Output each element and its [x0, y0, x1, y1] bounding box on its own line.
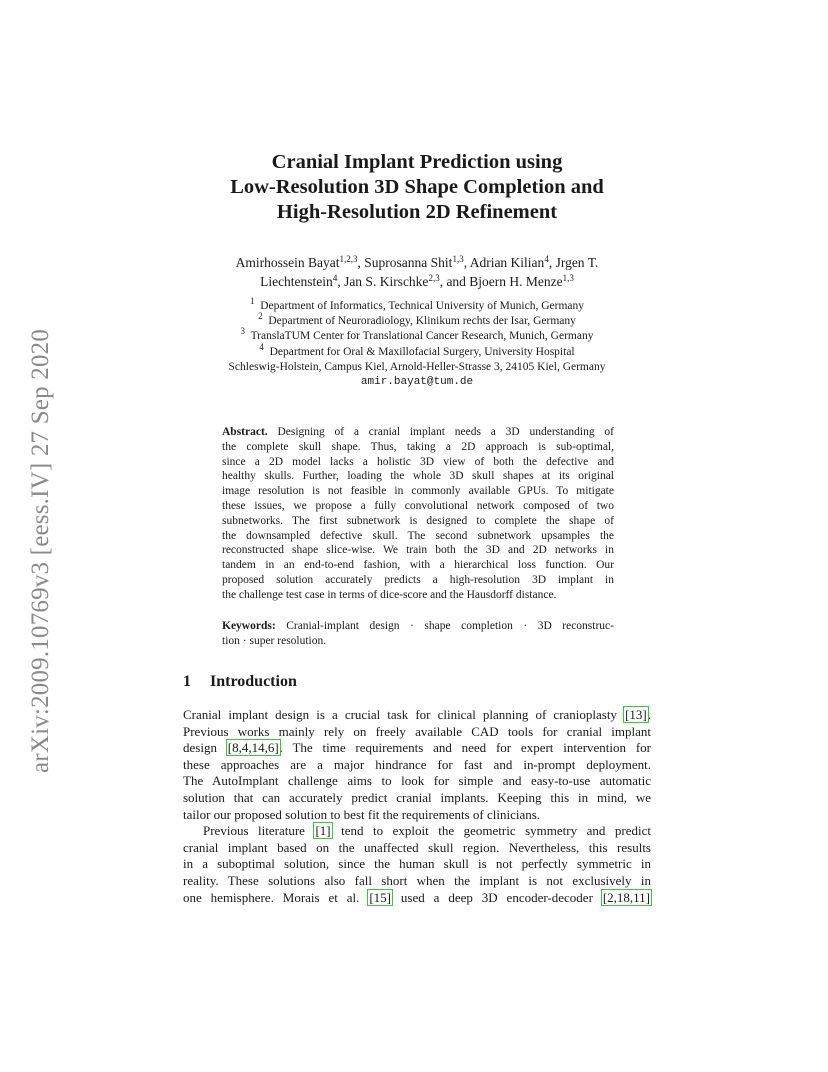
author-list — [190, 253, 644, 291]
body-line: tailor our proposed solution to best fit the requirements of clinicians. — [183, 806, 541, 822]
citation-link[interactable]: [1] — [315, 823, 331, 839]
abstract-line: since a 2D model lacks a holistic 3D view of both the defective and — [222, 455, 614, 468]
affiliations — [180, 296, 654, 390]
body-line: in a suboptimal solution, since the human skull is not perfectly symmetric in — [183, 856, 651, 872]
author-affil-sup: 1,3 — [562, 273, 574, 283]
author-affil-sup: 1,2,3 — [339, 254, 358, 264]
author-name: Amirhossein Bayat — [235, 255, 340, 270]
arxiv-identifier-stamp: arXiv:2009.10769v3 [eess.IV] 27 Sep 2020 — [27, 328, 54, 773]
abstract-label: Abstract. — [222, 426, 268, 438]
body-line: cranial implant based on the unaffected skull region. Nevertheless, this results — [183, 839, 651, 855]
author-affil-sup: 1,3 — [452, 254, 464, 264]
body-line: The AutoImplant challenge aims to look for simple and easy-to-use automatic — [183, 773, 651, 789]
affiliation-line: Schleswig-Holstein, Campus Kiel, Arnold-Heller-Strasse 3, 24105 Kiel, Germany — [228, 360, 606, 373]
abstract-line: proposed solution accurately predicts a high-resolution 3D implant in — [222, 573, 614, 586]
abstract-line: the downsampled defective skull. The second subnetwork upsamples the — [222, 529, 614, 542]
body-line: Previous literature [1] tend to exploit the geometric symmetry and predict — [203, 823, 651, 839]
title-line: Cranial Implant Prediction using — [271, 151, 563, 173]
citation-link[interactable]: [15] — [369, 889, 391, 905]
abstract-line: the complete skull shape. Thus, taking a 2D approach is sub-optimal, — [222, 440, 614, 453]
body-line: reality. These solutions also fall short when the implant is not exclusively in — [183, 872, 651, 888]
body-line: solution that can accurately predict cranial implants. Keeping this in mind, we — [183, 789, 651, 805]
body-line: Cranial implant design is a crucial task for clinical planning of cranioplasty [13]. — [183, 707, 651, 722]
author-name: , Jan S. Kirschke — [337, 274, 429, 289]
author-email: amir.bayat@tum.de — [360, 376, 474, 389]
abstract-line: image resolution is not feasible in commonly available GPUs. To mitigate — [222, 485, 614, 498]
keywords-label: Keywords: — [222, 620, 276, 632]
section-title: Introduction — [210, 673, 297, 690]
keywords-line: tion · super resolution. — [222, 634, 327, 647]
abstract-line: these issues, we propose a fully convolutional network composed of two — [222, 499, 614, 512]
author-name: , Adrian Kilian — [463, 255, 545, 270]
keywords — [222, 619, 614, 649]
author-name: Liechtenstein — [260, 274, 333, 289]
citation-link[interactable]: [8,4,14,6] — [227, 740, 279, 756]
title-line: High-Resolution 2D Refinement — [276, 201, 558, 223]
body-text — [183, 707, 651, 906]
affiliation-line: $^2$ Department of Neuroradiology, Klinikum rechts der Isar, Germany — [258, 311, 576, 328]
affiliation-line: $^1$ Department of Informatics, Technical University of Munich, Germany — [249, 296, 584, 312]
section-heading — [183, 673, 297, 691]
abstract-line: the challenge test case in terms of dice-score and the Hausdorff distance. — [222, 588, 557, 601]
author-affil-sup: 4 — [544, 254, 549, 264]
abstract — [222, 425, 614, 603]
author-affil-sup: 2,3 — [428, 273, 440, 283]
abstract-line: healthy skulls. Further, loading the whole 3D skull shapes at its original — [222, 470, 614, 483]
abstract-line: Abstract. Designing of a cranial implant needs a 3D understanding of — [222, 426, 614, 438]
body-line: Previous works mainly rely on freely available CAD tools for cranial implant — [183, 723, 651, 739]
citation-link[interactable]: [13] — [625, 707, 647, 722]
keywords-line: Keywords: Cranial-implant design · shape completion · 3D reconstruc- — [222, 620, 614, 632]
author-line — [190, 253, 644, 272]
abstract-line: subnetworks. The first subnetwork is designed to complete the shape of — [222, 514, 614, 527]
author-name: , Jrgen T. — [548, 255, 599, 270]
author-name: , and Bjoern H. Menze — [439, 274, 563, 289]
abstract-line: tandem in an end-to-end fashion, with a hierarchical loss function. Our — [222, 559, 614, 572]
body-line: design [8,4,14,6]. The time requirements and need for expert intervention for — [183, 740, 651, 756]
affiliation-line: $^3$ TranslaTUM Center for Translational Cancer Research, Munich, Germany — [240, 326, 594, 343]
author-affil-sup: 4 — [332, 273, 338, 283]
citation-link[interactable]: [2,18,11] — [602, 889, 650, 905]
affiliation-line: $^4$ Department for Oral & Maxillofacial Surgery, University Hospital — [259, 341, 575, 358]
title-line: Low-Resolution 3D Shape Completion and — [230, 176, 604, 198]
author-line — [190, 272, 644, 291]
paper-title — [180, 150, 654, 225]
author-name: , Suprosanna Shit — [357, 255, 453, 270]
section-number: 1 — [183, 673, 191, 690]
body-line: these approaches are a major hindrance for fast and in-prompt deployment. — [183, 756, 651, 772]
body-line: one hemisphere. Morais et al. [15] used a deep 3D encoder-decoder [2,18,11] — [183, 889, 650, 905]
abstract-line: reconstructed shape slice-wise. We train both the 3D and 2D networks in — [222, 544, 614, 557]
